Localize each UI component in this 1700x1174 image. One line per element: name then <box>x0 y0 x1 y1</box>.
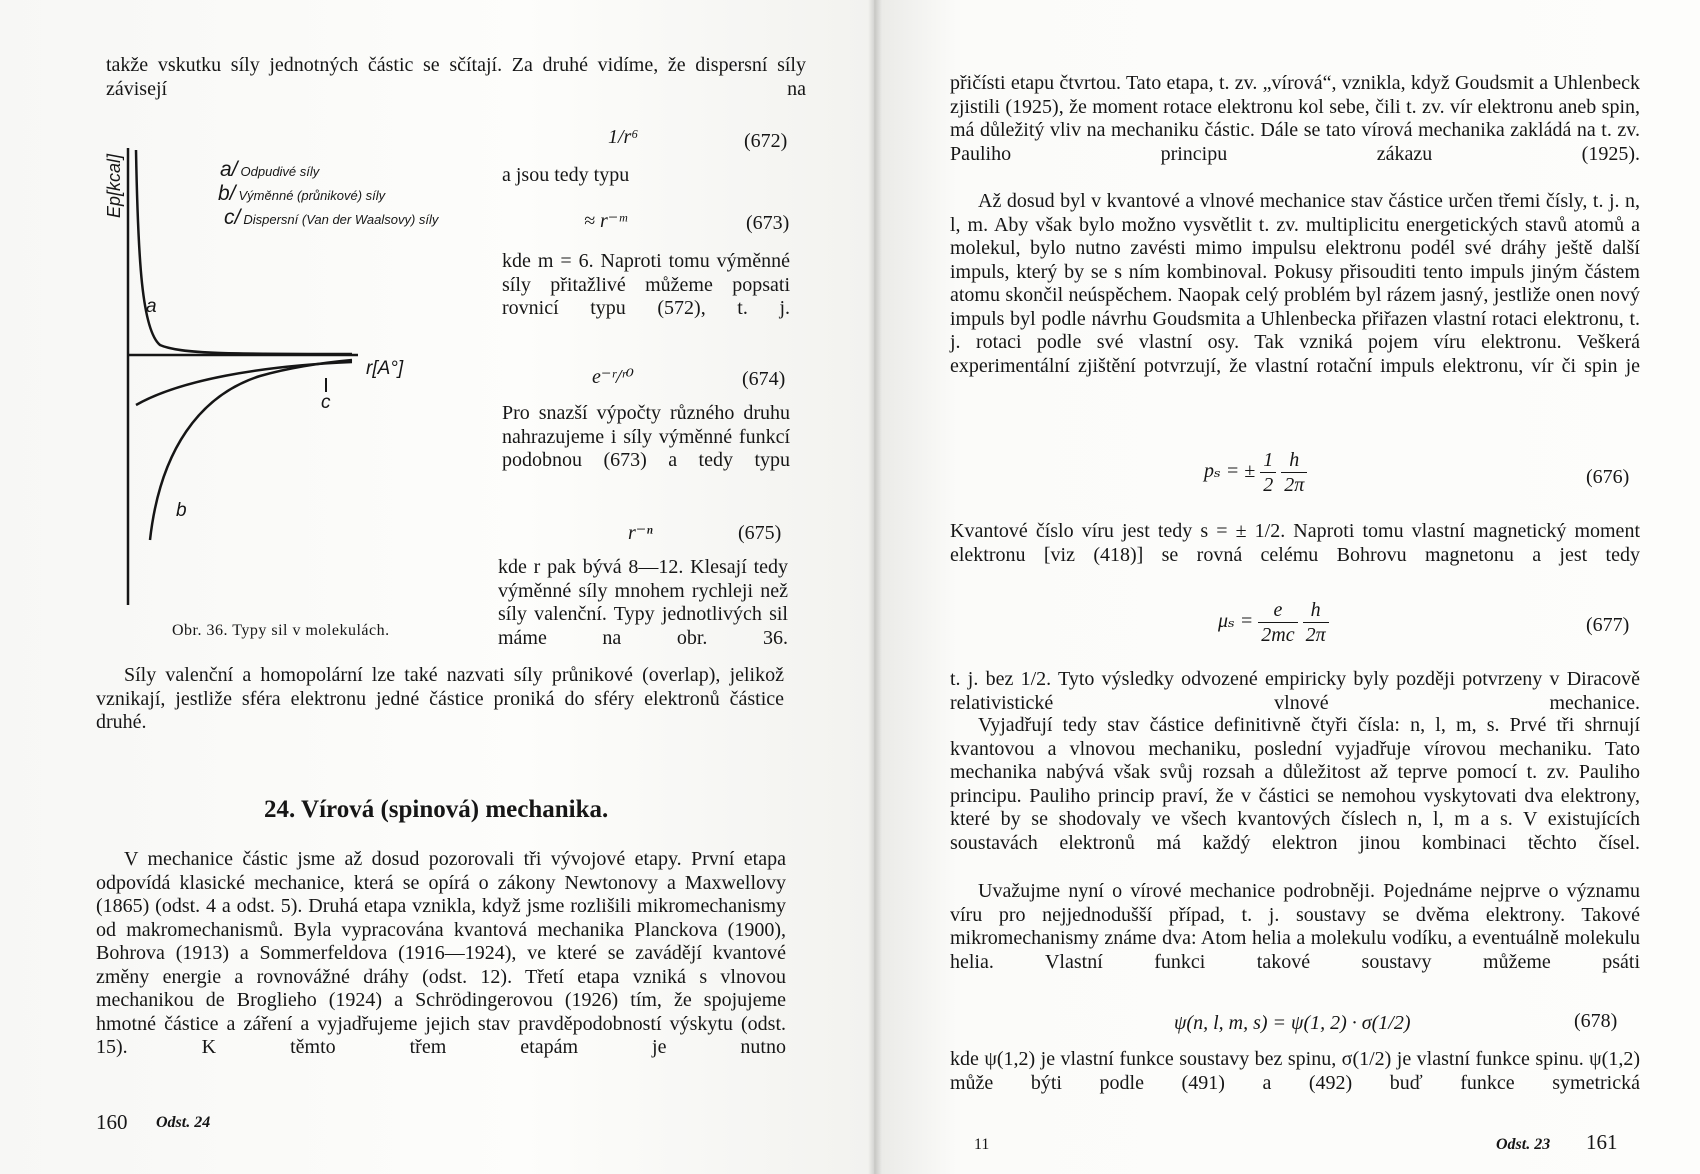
curve-label-a: a <box>146 296 157 317</box>
figure-36 <box>90 140 480 610</box>
equation-677 <box>1218 598 1329 647</box>
eq-677-fraction-2 <box>1303 598 1329 647</box>
eq-672-number: (672) <box>744 130 788 152</box>
eq-678-expr: ψ(n, l, m, s) = ψ(1, 2) · σ(1/2) <box>1174 1012 1411 1034</box>
eq-673-number: (673) <box>746 212 790 234</box>
legend-item-c <box>224 206 438 230</box>
left-intro-paragraph: takže vskutku síly jednotných částic se sčítají. Za druhé vidíme, že dispersní síly závisejí na <box>106 54 806 100</box>
eq-678-number: (678) <box>1574 1010 1618 1032</box>
legend-text-a: Odpudivé síly <box>240 164 320 179</box>
eq-675-expr: r⁻ⁿ <box>628 522 653 544</box>
curve-c-dispersion <box>136 362 352 405</box>
eq-673-expr: ≈ r⁻ᵐ <box>584 210 627 232</box>
right-page-number: 161 <box>1586 1130 1618 1154</box>
equation-676 <box>1204 448 1307 497</box>
paragraph-uvazujme: Uvažujme nyní o vírové mechanice podrobněji. Pojednáme nejprve o významu víru pro nejjednodušší případ, t. j. soustavy se dvěma elektrony. Takové mikromechanismy známe dva: Atom helia a molekulu vodíku, a eventuálně molekulu helia. Vlastní funkci takové soustavy můžeme psáti <box>950 880 1640 973</box>
curve-label-b: b <box>176 500 187 521</box>
legend-text-c: Dispersní (Van der Waalsovy) síly <box>243 212 439 227</box>
paragraph-sily-valencni: Síly valenční a homopolární lze také nazvati síly průnikové (overlap), jelikož vznikají, jestliže sféra elektronu jedné částice proniká do sféry elektronů částice druhé. <box>96 664 784 733</box>
eq-674-expr: e⁻ʳ/ʳ⁰ <box>592 366 634 388</box>
legend-key-c: c/ <box>224 206 241 229</box>
right-section-ref: Odst. 23 <box>1496 1136 1551 1153</box>
book-gutter <box>868 0 882 1174</box>
paragraph-v-mechanice: V mechanice částic jsme až dosud pozorovali tři vývojové etapy. První etapa odpovídá klasické mechanice, která se opírá o zákony Newtonovy a Maxwellovy (1865) (odst. 4 a odst. 5). Druhá etapa vznikla, když jsme rozlišili mikromechanismy od makromechanismů. Byla vypracována kvantová mechanika Planckova (1900), Bohrova (1913) a Sommerfeldova (1916—1924), ve které se zavádějí kvantové změny energie a rovnovážné dráhy (odst. 12). Třetí etapa vzniká s vlnovou mechanikou de Broglieho (1924) a Schrödingerovou (1926) tím, že spojujeme hmotné částice a záření a vyjadřujeme jejich stav pravděpodobností výskytu (odst. 15). K těmto třem etapám je nutno <box>96 848 786 1058</box>
section-heading: 24. Vírová (spinová) mechanika. <box>264 796 609 823</box>
paragraph-tj-bez: t. j. bez 1/2. Tyto výsledky odvozené empiricky byly později potvrzeny v Diracově relativistické vlnové mechanice. <box>950 668 1640 714</box>
paragraph-kvantove-cislo: Kvantové číslo víru jest tedy s = ± 1/2. Naproti tomu vlastní magnetický moment elektronu [viz (418)] se rovná celému Bohrovu magnetonu a jest tedy <box>950 520 1640 566</box>
legend-item-a <box>220 158 319 182</box>
figure-36-caption: Obr. 36. Typy sil v molekulách. <box>172 622 390 639</box>
eq-672-expr: 1/r⁶ <box>608 126 639 148</box>
eq-676-number: (676) <box>1586 466 1630 488</box>
eq-676-f1-num: 1 <box>1260 448 1276 473</box>
eq-676-f2-num: h <box>1281 448 1307 473</box>
legend-key-a: a/ <box>220 158 238 181</box>
paragraph-kde-psi: kde ψ(1,2) je vlastní funkce soustavy bez spinu, σ(1/2) je vlastní funkce spinu. ψ(1,2) může býti podle (491) a (492) buď funkce symetrická <box>950 1048 1640 1094</box>
paragraph-kde-m: kde m = 6. Naproti tomu výměnné síly přitažlivé můžeme popsati rovnicí typu (572), t. j. <box>502 250 790 319</box>
eq-677-f1-num: e <box>1258 598 1297 623</box>
left-section-ref: Odst. 24 <box>156 1114 211 1131</box>
eq-675-number: (675) <box>738 522 782 544</box>
eq-676-fraction-2 <box>1281 448 1307 497</box>
eq-677-number: (677) <box>1586 614 1630 636</box>
curve-label-c: c <box>321 392 331 413</box>
eq-677-lhs: μₛ = <box>1218 610 1254 633</box>
legend-item-b <box>218 182 385 206</box>
eq-677-f2-den: 2π <box>1305 624 1326 646</box>
eq-677-f1-den: 2mc <box>1261 624 1295 646</box>
paragraph-pricisti: přičísti etapu čtvrtou. Tato etapa, t. zv. „vírová“, vznikla, když Goudsmit a Uhlenbeck zjistili (1925), že moment rotace elektronu kol sebe, čili t. zv. vír elektronu aneb spin, má důležitý vliv na mechaniku částic. Dále se tato vírová mechanika zakládá na t. zv. Pauliho principu zákazu (1925). <box>950 72 1640 165</box>
eq-677-fraction-1 <box>1258 598 1297 647</box>
x-axis-label: r[A°] <box>366 358 404 379</box>
left-page-number: 160 <box>96 1110 128 1134</box>
eq-676-fraction-1 <box>1260 448 1276 497</box>
eq-677-f2-num: h <box>1303 598 1329 623</box>
paragraph-pro-snazsi: Pro snazší výpočty různého druhu nahrazujeme i síly výměnné funkcí podobnou (673) a tedy typu <box>502 402 790 471</box>
eq-676-f2-den: 2π <box>1284 474 1305 496</box>
right-page <box>874 0 1700 1174</box>
eq-676-lhs: pₛ = ± <box>1204 460 1256 483</box>
y-axis-label: Ep[kcal] <box>104 153 124 218</box>
eq-674-number: (674) <box>742 368 786 390</box>
legend-key-b: b/ <box>218 182 236 205</box>
paragraph-az-dosud: Až dosud byl v kvantové a vlnové mechanice stav částice určen třemi čísly, t. j. n, l, m. Aby však bylo možno vysvětlit t. zv. multiplicitu energetických stavů atomů a molekul, bylo nutno zavésti mimo impulsu elektronu podél své dráhy ještě další impuls, který by se s ním kombinoval. Pokusy přisouditi tento impuls jiným částem atomu skončil neúspěchem. Naopak celý problém byl rázem jasný, jestliže onen nový impuls byl podle návrhu Goudsmita a Uhlenbecka přiřazen vlastní rotaci elektronu, t. j. rotaci podle své vlastní osy. Tak vzniká pojem víru elektronu. Veškerá experimentální zjištění potvrzují, že vlastní rotační impuls elektronu, vír či spin je <box>950 190 1640 377</box>
paragraph-vyjadruji: Vyjadřují tedy stav částice definitivně čtyři čísla: n, l, m, s. Prvé tři shrnují kvantovou a vlnovou mechaniku, poslední vyjadřuje vírovou mechaniku. Tato mechanika nabývá však svůj rozsah a důležitost až teprve pomocí t. zv. Pauliho principu. Pauliho princip praví, že v částici se nemohou vyskytovati dva elektrony, které by se shodovaly ve všech kvantových číslech n, l, m a s. V existujících soustavách elektronů má každý elektron jinou kombinaci těchto čísel. <box>950 714 1640 854</box>
eq-676-f1-den: 2 <box>1263 474 1274 496</box>
right-footer-signature: 11 <box>974 1136 990 1153</box>
paragraph-typu: a jsou tedy typu <box>502 164 630 186</box>
paragraph-kde-r: kde r pak bývá 8—12. Klesají tedy výměnné síly mnohem rychleji než síly valenční. Typy jednotlivých sil máme na obr. 36. <box>498 556 788 649</box>
legend-text-b: Výměnné (průnikové) síly <box>238 188 386 203</box>
